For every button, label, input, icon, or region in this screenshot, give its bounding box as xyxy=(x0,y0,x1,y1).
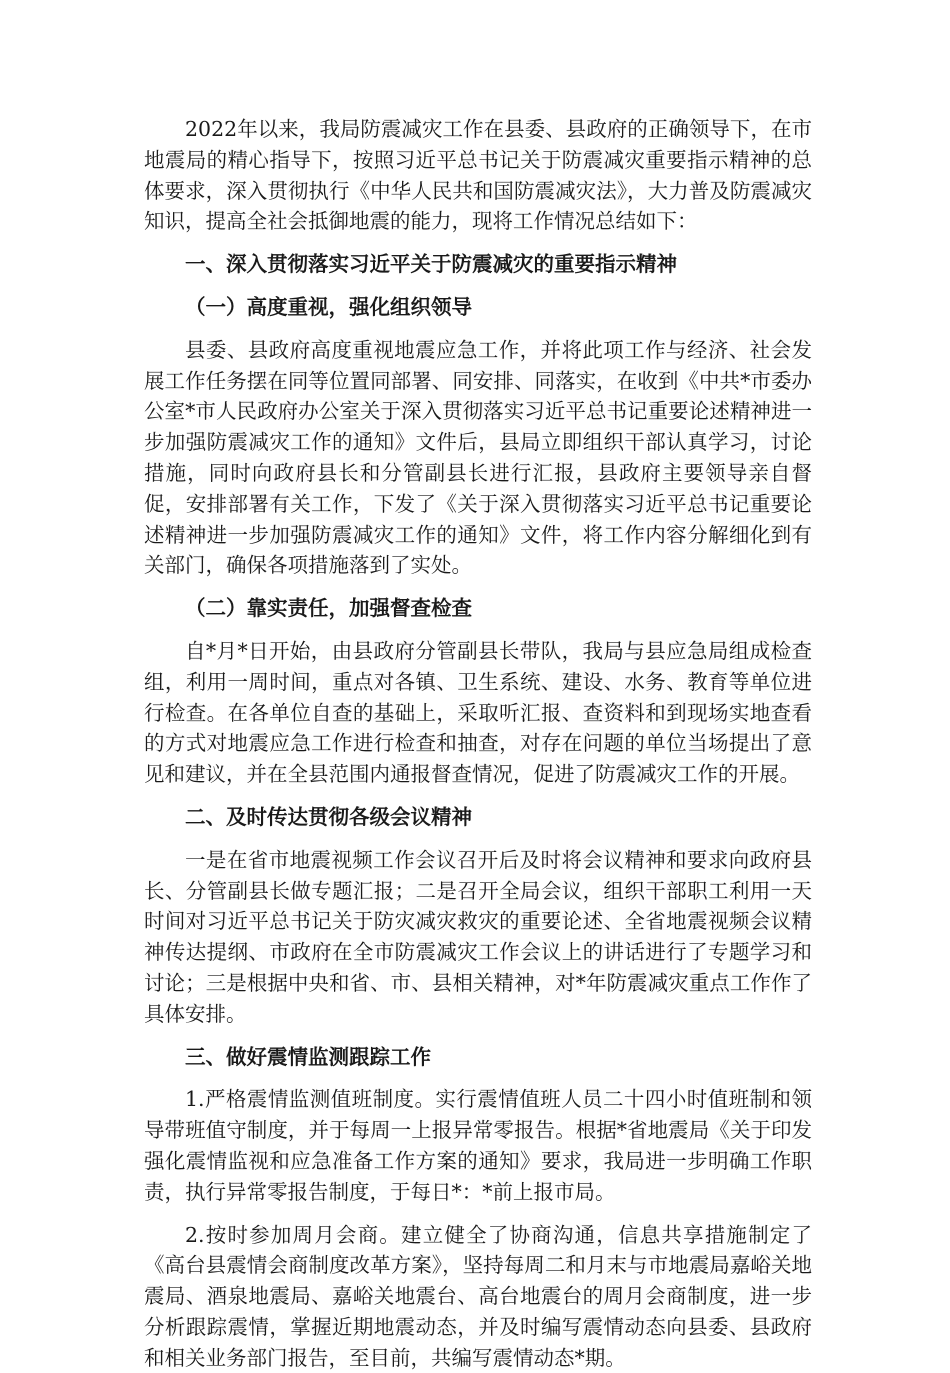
section2-body: 一是在省市地震视频工作会议召开后及时将会议精神和要求向政府县长、分管副县长做专题汇报；二是召开全局会议，组织干部职工利用一天时间对习近平总书记关于防灾减灾救灾的重要论述、全省地震视频会议精神传达提纲、市政府在全市防震减灾工作会议上的讲话进行了专题学习和讨论；三是根据中央和省、市、县相关精神，对*年防震减灾重点工作作了具体安排。 xyxy=(144,845,812,1030)
subsection1-heading: （一）高度重视，强化组织领导 xyxy=(144,292,812,323)
subsection2-body: 自*月*日开始，由县政府分管副县长带队，我局与县应急局组成检查组，利用一周时间，重点对各镇、卫生系统、建设、水务、教育等单位进行检查。在各单位自查的基础上，采取听汇报、查资料和到现场实地查看的方式对地震应急工作进行检查和抽查，对存在问题的单位当场提出了意见和建议，并在全县范围内通报督查情况，促进了防震减灾工作的开展。 xyxy=(144,636,812,790)
section3-item1: 1.严格震情监测值班制度。实行震情值班人员二十四小时值班制和领导带班值守制度，并于每周一上报异常零报告。根据*省地震局《关于印发强化震情监视和应急准备工作方案的通知》要求，我局进一步明确工作职责，执行异常零报告制度，于每日*：*前上报市局。 xyxy=(144,1084,812,1207)
subsection1-body: 县委、县政府高度重视地震应急工作，并将此项工作与经济、社会发展工作任务摆在同等位置同部署、同安排、同落实，在收到《中共*市委办公室*市人民政府办公室关于深入贯彻落实习近平总书记重要论述精神进一步加强防震减灾工作的通知》文件后，县局立即组织干部认真学习，讨论措施，同时向政府县长和分管副县长进行汇报，县政府主要领导亲自督促，安排部署有关工作，下发了《关于深入贯彻落实习近平总书记重要论述精神进一步加强防震减灾工作的通知》文件，将工作内容分解细化到有关部门，确保各项措施落到了实处。 xyxy=(144,335,812,581)
section2-heading: 二、及时传达贯彻各级会议精神 xyxy=(144,802,812,833)
section3-item2: 2.按时参加周月会商。建立健全了协商沟通，信息共享措施制定了《高台县震情会商制度改革方案》，坚持每周二和月末与市地震局嘉峪关地震局、酒泉地震局、嘉峪关地震台、高台地震台的周月会商制度，进一步分析跟踪震情，掌握近期地震动态，并及时编写震情动态向县委、县政府和相关业务部门报告，至目前，共编写震情动态*期。 xyxy=(144,1220,812,1373)
intro-paragraph: 2022年以来，我局防震减灾工作在县委、县政府的正确领导下，在市地震局的精心指导下，按照习近平总书记关于防震减灾重要指示精神的总体要求，深入贯彻执行《中华人民共和国防震减灾法》，大力普及防震减灾知识，提高全社会抵御地震的能力，现将工作情况总结如下： xyxy=(144,114,812,237)
section3-heading: 三、做好震情监测跟踪工作 xyxy=(144,1042,812,1073)
section1-heading: 一、深入贯彻落实习近平关于防震减灾的重要指示精神 xyxy=(144,249,812,280)
subsection2-heading: （二）靠实责任，加强督查检查 xyxy=(144,593,812,624)
document-page xyxy=(144,114,812,1373)
